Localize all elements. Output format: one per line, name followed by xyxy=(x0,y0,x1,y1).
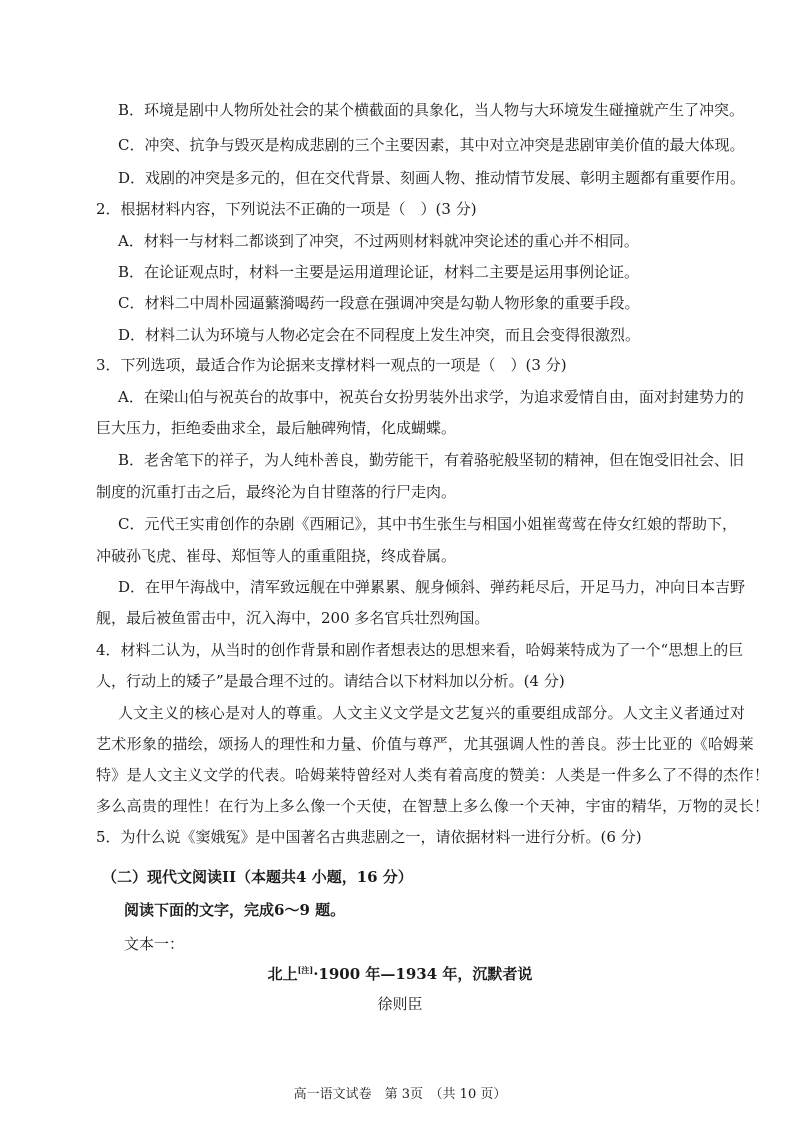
q2-option-a: A．材料一与材料二都谈到了冲突，不过两则材料就冲突论述的重心并不相同。 xyxy=(118,232,639,250)
q4-quote-line4: 多么高贵的理性！在行为上多么像一个天使，在智慧上多么像一个天神，宇宙的精华，万物的灵长！ xyxy=(96,797,770,815)
q4-quote-line1: 人文主义的核心是对人的尊重。人文主义文学是文艺复兴的重要组成部分。人文主义者通过对 xyxy=(118,704,746,722)
q3-option-b-line1: B．老舍笔下的祥子，为人纯朴善良，勤劳能干，有着骆驼般坚韧的精神，但在饱受旧社会、旧 xyxy=(118,451,745,469)
q2-stem: 2．根据材料内容，下列说法不正确的一项是（ ）(3 分) xyxy=(96,200,477,218)
q3-option-d-line2: 舰，最后被鱼雷击中，沉入海中，200 多名官兵壮烈殉国。 xyxy=(96,609,490,627)
q3-option-c-line1: C．元代王实甫创作的杂剧《西厢记》，其中书生张生与相国小姐崔莺莺在侍女红娘的帮助下， xyxy=(118,515,737,533)
section-instruction: 阅读下面的文字，完成6～9 题。 xyxy=(124,901,346,919)
q3-option-a-line1: A．在梁山伯与祝英台的故事中，祝英台女扮男装外出求学，为追求爱情自由，面对封建势力的 xyxy=(118,388,744,406)
q5-stem: 5．为什么说《窦娥冤》是中国著名古典悲剧之一，请依据材料一进行分析。(6 分) xyxy=(96,828,642,846)
q4-stem-line2: 人，行动上的矮子”是最合理不过的。请结合以下材料加以分析。(4 分) xyxy=(96,672,565,690)
article-title xyxy=(0,963,800,984)
q1-option-b: B．环境是剧中人物所处社会的某个横截面的具象化，当人物与大环境发生碰撞就产生了冲突。 xyxy=(118,101,745,119)
text-label: 文本一： xyxy=(124,935,185,953)
page-footer: 高一语文试卷 第 3页 （共 10 页） xyxy=(293,1087,507,1102)
section-heading: （二）现代文阅读II（本题共4 小题，16 分） xyxy=(102,868,413,886)
q3-option-b-line2: 制度的沉重打击之后，最终沦为自甘堕落的行尸走肉。 xyxy=(96,483,457,501)
q2-option-b: B．在论证观点时，材料一主要是运用道理论证，材料二主要是运用事例论证。 xyxy=(118,263,640,281)
q1-option-c: C．冲突、抗争与毁灭是构成悲剧的三个主要因素，其中对立冲突是悲剧审美价值的最大体现。 xyxy=(118,136,745,154)
q3-option-a-line2: 巨大压力，拒绝委曲求全，最后触碑殉情，化成蝴蝶。 xyxy=(96,419,457,437)
q2-option-c: C．材料二中周朴园逼蘩漪喝药一段意在强调冲突是勾勒人物形象的重要手段。 xyxy=(118,294,640,312)
q3-option-d-line1: D．在甲午海战中，清军致远舰在中弹累累、舰身倾斜、弹药耗尽后，开足马力，冲向日本吉野 xyxy=(118,578,746,596)
q2-option-d: D．材料二认为环境与人物必定会在不同程度上发生冲突，而且会变得很激烈。 xyxy=(118,326,641,344)
q3-option-c-line2: 冲破孙飞虎、崔母、郑恒等人的重重阻挠，终成眷属。 xyxy=(96,547,457,565)
q1-option-d: D．戏剧的冲突是多元的，但在交代背景、刻画人物、推动情节发展、彰明主题都有重要作用。 xyxy=(118,169,746,187)
article-author: 徐则臣 xyxy=(377,995,423,1013)
q4-quote-line3: 特》是人文主义文学的代表。哈姆莱特曾经对人类有着高度的赞美：人类是一件多么了不得的杰作！ xyxy=(96,766,770,784)
article-title-rest: ·1900 年—1934 年，沉默者说 xyxy=(313,965,533,983)
q4-stem-line1: 4．材料二认为，从当时的创作背景和剧作者想表达的思想来看，哈姆莱特成为了一个“思想上的巨 xyxy=(96,641,744,659)
footnote-marker: [注] xyxy=(297,965,314,975)
q3-stem: 3．下列选项，最适合作为论据来支撑材料一观点的一项是（ ）(3 分) xyxy=(96,356,567,374)
article-title-main: 北上 xyxy=(267,965,298,983)
q4-quote-line2: 艺术形象的描绘，颂扬人的理性和力量、价值与尊严，尤其强调人性的善良。莎士比亚的《哈姆莱 xyxy=(96,735,754,753)
